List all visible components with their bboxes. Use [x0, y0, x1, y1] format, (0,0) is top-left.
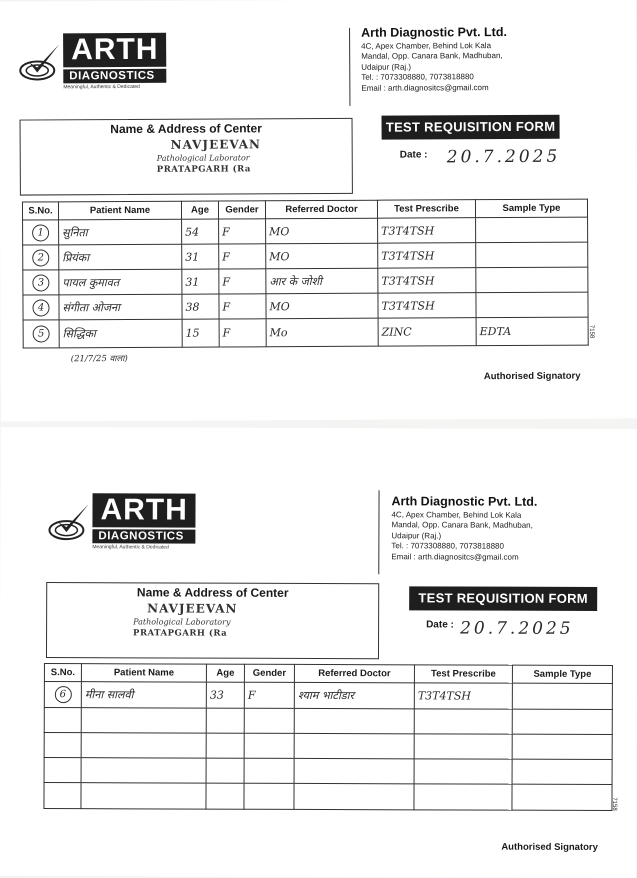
patient-gender [244, 758, 294, 783]
center-address-box [20, 118, 353, 196]
sno-circle: 6 [54, 686, 71, 703]
patient-gender [244, 733, 294, 758]
test-prescribe: T3T4TSH [378, 218, 476, 244]
patient-name: सिद्धिका [59, 319, 182, 348]
date-label: Date : [399, 149, 428, 161]
center-address-box [46, 582, 379, 659]
company-tel: Tel. : 7073308880, 7073818880 [361, 72, 474, 82]
patient-gender: F [219, 244, 266, 269]
test-prescribe: T3T4TSH [378, 268, 476, 294]
sample-type [512, 734, 612, 759]
referred-doctor: आर के जोशी [266, 268, 378, 294]
requisition-form-2 [0, 427, 637, 878]
col-referred-doctor: Referred Doctor [265, 200, 377, 219]
referred-doctor: Mo [266, 318, 378, 347]
company-email: Email : arth.diagnositcs@gmail.com [361, 82, 489, 93]
col-sample-type: Sample Type [475, 199, 587, 218]
patient-gender: F [219, 294, 266, 319]
sample-type [476, 292, 588, 318]
company-info [391, 496, 537, 563]
sno-circle: 1 [32, 224, 49, 241]
table-row [23, 292, 588, 320]
form-title: TEST REQUISITION FORM [409, 586, 597, 611]
col-gender: Gender [244, 664, 294, 682]
swoosh-icon [17, 40, 61, 84]
patient-age: 33 [206, 682, 244, 708]
stamp-line3: PRATAPGARH (Ra [133, 628, 228, 639]
handwritten-note: (21/7/25 वाला) [70, 354, 128, 365]
patient-age [206, 783, 244, 809]
address-line: Udaipur (Raj.) [391, 530, 442, 540]
referred-doctor: MO [266, 218, 378, 244]
table-row [44, 758, 612, 785]
patient-name: पायल कुमावत [59, 269, 182, 295]
stamp-line1: NAVJEEVAN [147, 601, 238, 616]
col-age: Age [181, 201, 218, 219]
sno-circle: 3 [32, 274, 49, 291]
sno-cell [44, 708, 81, 733]
stamp-line2: Pathological Laboratory [133, 617, 231, 627]
date-value: 20.7.2025 [460, 618, 574, 639]
table-row [23, 217, 588, 245]
table-row [23, 267, 588, 295]
logo-sub: DIAGNOSTICS [63, 69, 166, 84]
test-prescribe [414, 759, 512, 784]
col-gender: Gender [218, 201, 265, 219]
requisition-form-1 [0, 0, 637, 422]
col-test-prescribe: Test Prescribe [377, 200, 475, 219]
address-line: Mandal, Opp. Canara Bank, Madhuban, [361, 51, 503, 61]
patient-name [81, 708, 206, 733]
patient-name: सुनिता [59, 219, 182, 245]
sample-type [512, 759, 612, 784]
company-info [361, 27, 507, 94]
patient-gender [244, 783, 294, 809]
test-prescribe: T3T4TSH [378, 243, 476, 269]
company-email: Email : arth.diagnositcs@gmail.com [391, 551, 519, 562]
col-sample-type: Sample Type [512, 665, 612, 683]
patient-age: 15 [182, 319, 219, 347]
serial-number: 7158 [611, 797, 618, 811]
sample-type [512, 709, 612, 734]
patient-age [206, 733, 244, 758]
sample-type [512, 683, 612, 709]
authorised-signatory: Authorised Signatory [501, 841, 598, 853]
company-name: Arth Diagnostic Pvt. Ltd. [391, 494, 538, 509]
logo-tagline: Meaningful, Authentic & Dedicated [92, 544, 169, 551]
referred-doctor [294, 758, 414, 783]
sno-circle: 4 [32, 299, 49, 316]
logo-brand: ARTH [92, 493, 195, 527]
sno-circle: 5 [33, 325, 50, 342]
logo-brand: ARTH [63, 33, 167, 68]
arth-logo [17, 33, 167, 91]
patient-age [206, 758, 244, 783]
address-line: Udaipur (Raj.) [361, 62, 412, 72]
sample-type: EDTA [476, 317, 588, 346]
sample-type [476, 242, 588, 268]
patient-table [22, 199, 589, 349]
swoosh-icon [46, 500, 90, 544]
referred-doctor [294, 708, 414, 733]
stamp-line1: NAVJEEVAN [170, 137, 262, 152]
patient-name [81, 758, 206, 783]
referred-doctor: श्याम भाटीडार [294, 682, 414, 708]
test-prescribe: T3T4TSH [378, 293, 476, 319]
company-tel: Tel. : 7073308880, 7073818880 [391, 541, 504, 551]
test-prescribe: ZINC [378, 318, 476, 347]
col-test-prescribe: Test Prescribe [414, 665, 512, 683]
table-row [44, 708, 612, 735]
header-divider [349, 28, 350, 106]
col-patient-name: Patient Name [58, 201, 181, 220]
table-row [44, 682, 612, 710]
date-value: 20.7.2025 [446, 146, 561, 168]
form-title: TEST REQUISITION FORM [382, 115, 560, 140]
center-box-title: Name & Address of Center [136, 585, 289, 600]
patient-age: 38 [182, 294, 219, 319]
col-age: Age [206, 664, 244, 682]
center-box-title: Name & Address of Center [110, 121, 262, 137]
stamp-line3: PRATAPGARH (Ra [156, 164, 251, 175]
sno-cell [44, 758, 81, 783]
table-header-row [44, 664, 612, 684]
center-stamp [156, 137, 262, 175]
arth-logo [46, 493, 196, 551]
patient-name: मीना सालवी [81, 682, 206, 708]
col-patient-name: Patient Name [81, 664, 206, 682]
patient-gender: F [219, 219, 266, 244]
sno-cell [44, 733, 81, 758]
table-row [23, 317, 588, 348]
authorised-signatory: Authorised Signatory [483, 370, 581, 383]
company-name: Arth Diagnostic Pvt. Ltd. [361, 25, 507, 40]
col-sno: S.No. [44, 664, 81, 682]
center-stamp [133, 601, 238, 639]
stamp-line2: Pathological Laborator [156, 153, 250, 163]
address-line: 4C, Apex Chamber, Behind Lok Kala [391, 509, 522, 520]
patient-age: 31 [182, 244, 219, 269]
sample-type [512, 784, 612, 810]
test-prescribe [414, 709, 512, 734]
table-row [44, 783, 612, 811]
test-prescribe [414, 734, 512, 759]
sno-circle: 2 [32, 249, 49, 266]
table-row [44, 733, 612, 760]
test-prescribe [414, 784, 512, 810]
date-label: Date : [426, 619, 454, 631]
logo-tagline: Meaningful, Authentic & Dedicated [63, 83, 140, 91]
patient-gender: F [244, 682, 294, 708]
patient-gender: F [219, 269, 266, 294]
col-sno: S.No. [22, 202, 58, 220]
patient-name [81, 783, 206, 809]
patient-name [81, 733, 206, 758]
referred-doctor [294, 783, 414, 809]
referred-doctor [294, 733, 414, 758]
referred-doctor: MO [266, 293, 378, 319]
test-prescribe: T3T4TSH [414, 683, 512, 709]
patient-age: 31 [182, 269, 219, 294]
header-divider [378, 490, 379, 574]
sample-type [476, 217, 588, 243]
patient-age: 54 [182, 219, 219, 244]
referred-doctor: MO [266, 243, 378, 269]
col-referred-doctor: Referred Doctor [294, 664, 414, 682]
sample-type [476, 267, 588, 293]
patient-gender: F [219, 319, 266, 347]
patient-gender [244, 708, 294, 733]
table-row [23, 242, 588, 270]
patient-name: प्रियंका [59, 244, 182, 270]
patient-name: संगीता ओजना [59, 294, 182, 320]
logo-sub: DIAGNOSTICS [92, 529, 195, 543]
patient-table [43, 663, 613, 811]
address-line: Mandal, Opp. Canara Bank, Madhuban, [391, 520, 533, 530]
serial-number: 7158 [588, 324, 595, 339]
address-line: 4C, Apex Chamber, Behind Lok Kala [361, 40, 492, 51]
sno-cell [44, 783, 81, 809]
patient-age [206, 708, 244, 733]
